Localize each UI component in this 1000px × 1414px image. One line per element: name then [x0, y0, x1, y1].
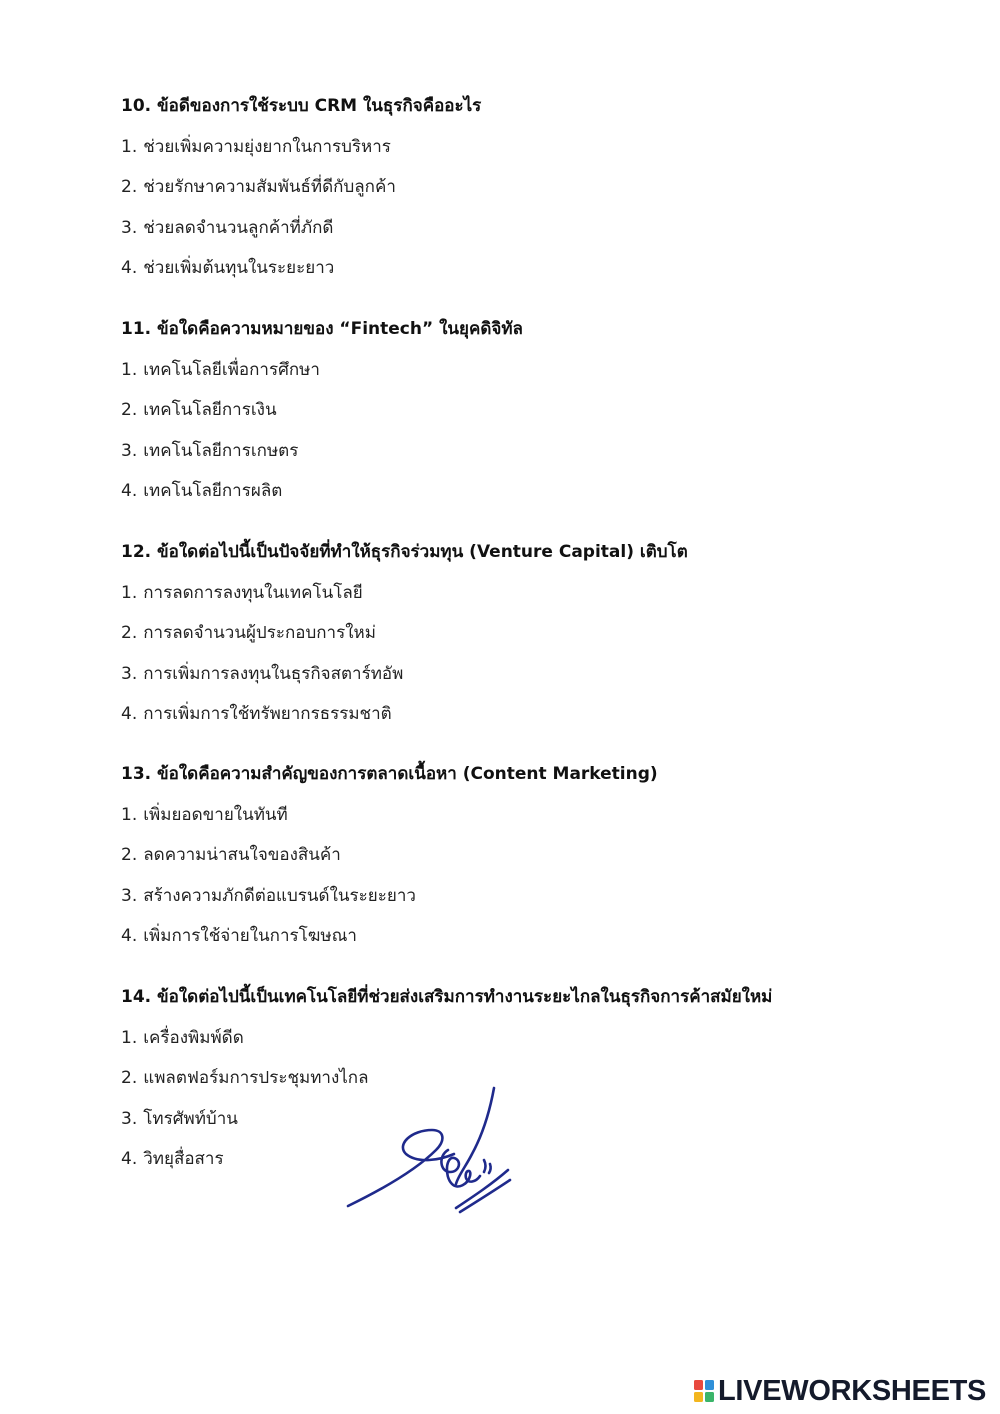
option-number: 1. [121, 582, 138, 603]
options-list [121, 804, 881, 948]
liveworksheets-logo [694, 1374, 986, 1408]
option-1[interactable] [121, 136, 881, 158]
option-number: 4. [121, 1149, 138, 1169]
options-list [121, 582, 881, 726]
option-2[interactable] [121, 399, 881, 421]
option-number: 4. [121, 481, 138, 501]
option-number: 4. [121, 704, 138, 724]
question-title: 11. ข้อใดคือความหมายของ “Fintech” ในยุคดิจิทัล [121, 319, 523, 339]
option-number: 1. [121, 804, 138, 825]
option-text: ช่วยเพิ่มต้นทุนในระยะยาว [143, 258, 335, 278]
option-number: 1. [121, 136, 138, 157]
option-text: การเพิ่มการใช้ทรัพยากรธรรมชาติ [143, 704, 392, 724]
option-number: 2. [121, 623, 138, 643]
options-list [121, 136, 881, 280]
option-text: สร้างความภักดีต่อแบรนด์ในระยะยาว [143, 885, 416, 906]
option-number: 3. [121, 217, 138, 238]
option-text: แพลตฟอร์มการประชุมทางไกล [143, 1068, 369, 1088]
option-number: 3. [121, 885, 138, 906]
option-number: 2. [121, 400, 138, 420]
option-text: การเพิ่มการลงทุนในธุรกิจสตาร์ทอัพ [143, 663, 404, 684]
option-text: เพิ่มยอดขายในทันที [143, 804, 288, 825]
option-3[interactable] [121, 440, 881, 462]
option-number: 4. [121, 926, 138, 946]
option-1[interactable] [121, 582, 881, 604]
question-10 [121, 95, 881, 279]
option-text: โทรศัพท์บ้าน [143, 1108, 238, 1129]
option-4[interactable] [121, 925, 881, 947]
question-title: 13. ข้อใดคือความสำคัญของการตลาดเนื้อหา (Content Marketing) [121, 764, 658, 784]
option-2[interactable] [121, 844, 881, 866]
option-number: 1. [121, 359, 138, 380]
option-text: เทคโนโลยีการเกษตร [143, 440, 299, 461]
option-text: การลดจำนวนผู้ประกอบการใหม่ [143, 623, 376, 643]
question-title: 10. ข้อดีของการใช้ระบบ CRM ในธุรกิจคืออะไร [121, 96, 482, 116]
options-list [121, 359, 881, 503]
option-text: ช่วยเพิ่มความยุ่งยากในการบริหาร [143, 136, 391, 157]
option-text: เทคโนโลยีการผลิต [143, 481, 283, 501]
option-number: 2. [121, 845, 138, 865]
option-3[interactable] [121, 217, 881, 239]
option-number: 4. [121, 258, 138, 278]
option-3[interactable] [121, 663, 881, 685]
option-text: ลดความน่าสนใจของสินค้า [143, 845, 341, 865]
option-3[interactable] [121, 885, 881, 907]
option-text: ช่วยรักษาความสัมพันธ์ที่ดีกับลูกค้า [143, 177, 396, 197]
option-text: เทคโนโลยีเพื่อการศึกษา [143, 359, 320, 380]
option-1[interactable] [121, 804, 881, 826]
option-number: 2. [121, 1068, 138, 1088]
option-2[interactable] [121, 176, 881, 198]
liveworksheets-logo-icon [694, 1380, 714, 1402]
option-text: วิทยุสื่อสาร [143, 1149, 224, 1169]
option-number: 3. [121, 1108, 138, 1129]
option-text: เทคโนโลยีการเงิน [143, 400, 277, 420]
option-1[interactable] [121, 359, 881, 381]
option-2[interactable] [121, 622, 881, 644]
question-12 [121, 541, 881, 725]
question-title: 14. ข้อใดต่อไปนี้เป็นเทคโนโลยีที่ช่วยส่งเสริมการทำงานระยะไกลในธุรกิจการค้าสมัยใหม่ [121, 987, 773, 1007]
question-13 [121, 763, 881, 947]
option-4[interactable] [121, 257, 881, 279]
option-4[interactable] [121, 480, 881, 502]
option-number: 3. [121, 440, 138, 461]
option-text: ช่วยลดจำนวนลูกค้าที่ภักดี [143, 217, 334, 238]
option-1[interactable] [121, 1027, 881, 1049]
signature [340, 1080, 520, 1220]
option-number: 2. [121, 177, 138, 197]
signature-strokes [348, 1088, 510, 1212]
option-text: เครื่องพิมพ์ดีด [143, 1027, 244, 1048]
question-title: 12. ข้อใดต่อไปนี้เป็นปัจจัยที่ทำให้ธุรกิจร่วมทุน (Venture Capital) เติบโต [121, 542, 688, 562]
option-text: การลดการลงทุนในเทคโนโลยี [143, 582, 363, 603]
option-number: 3. [121, 663, 138, 684]
liveworksheets-logo-text: LIVEWORKSHEETS [718, 1375, 987, 1407]
question-11 [121, 318, 881, 502]
option-text: เพิ่มการใช้จ่ายในการโฆษณา [143, 926, 357, 946]
option-4[interactable] [121, 703, 881, 725]
option-number: 1. [121, 1027, 138, 1048]
